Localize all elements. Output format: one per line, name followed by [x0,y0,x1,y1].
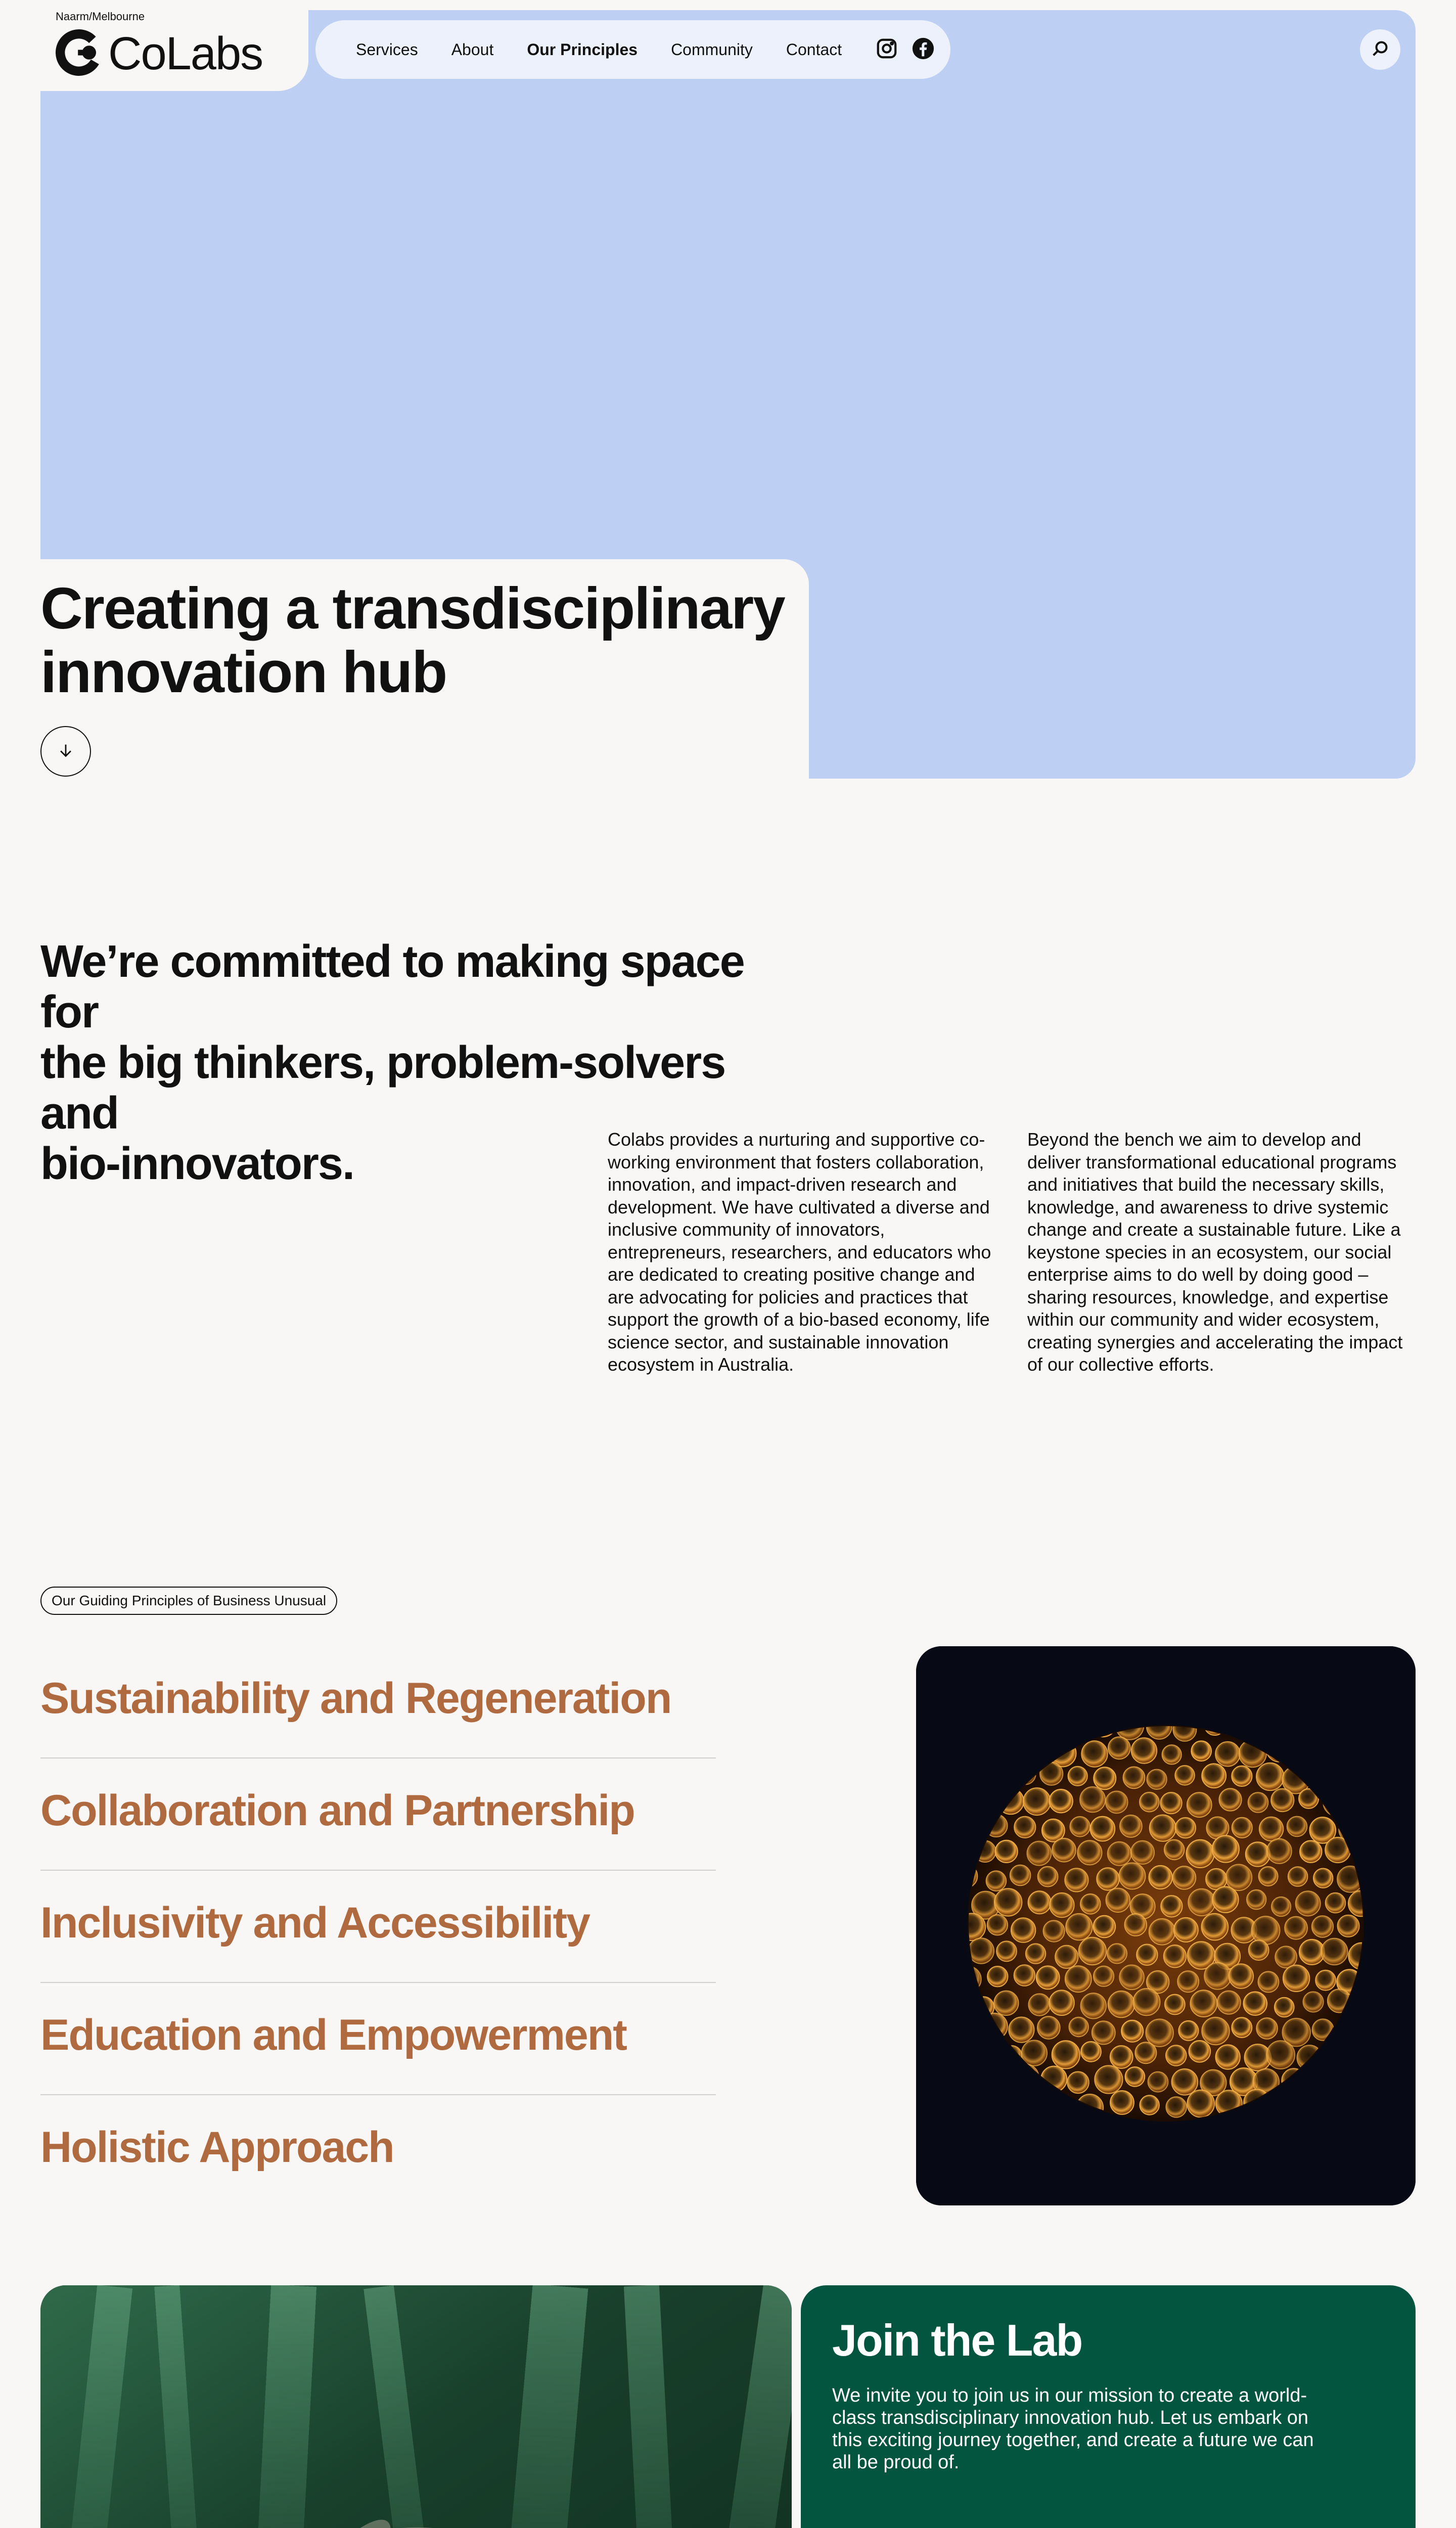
divider [40,2094,716,2095]
instagram-icon[interactable] [875,37,898,63]
join-title: Join the Lab [832,2315,1082,2365]
nav-contact[interactable]: Contact [786,40,842,59]
principle-collaboration[interactable]: Collaboration and Partnership [40,1786,634,1835]
principles-tag: Our Guiding Principles of Business Unusual [40,1587,337,1615]
divider [40,1870,716,1871]
colabs-logo-mark-icon [56,29,102,78]
search-button[interactable] [1360,29,1400,70]
join-text: We invite you to join us in our mission to create a world-class transdisciplinary innovation hub. Let us embark on this exciting journey together, and create a future we can all be proud of. [832,2385,1314,2473]
dragonfly-illustration [40,2285,792,2528]
hero-title-line-2: innovation hub [40,639,447,705]
dragonfly-image [40,2285,792,2528]
divider [40,1757,716,1758]
search-icon [1370,38,1390,61]
hero-title-line-1: Creating a transdisciplinary [40,575,785,641]
commitment-heading-line-3: bio-innovators. [40,1139,354,1189]
scroll-down-button[interactable] [40,726,91,777]
nav-community[interactable]: Community [671,40,753,59]
commitment-paragraph-1: Colabs provides a nurturing and supportive co-working environment that fosters collaboration, innovation, and impact-driven research and development. We have cultivated a diverse and inclusive community of innovators, entrepreneurs, researchers, and educators who are dedicated to creating positive change and are advocating for policies and practices that support the growth of a bio-based economy, life science sector, and sustainable innovation ecosystem in Australia. [608,1129,991,1375]
nav-our-principles[interactable]: Our Principles [527,40,638,59]
brand-name: CoLabs [108,28,263,79]
commitment-heading-line-2: the big thinkers, problem-solvers and [40,1037,725,1139]
nav-about[interactable]: About [451,40,494,59]
principle-inclusivity[interactable]: Inclusivity and Accessibility [40,1899,589,1947]
brand-logo[interactable] [56,27,262,80]
facebook-icon[interactable] [912,37,935,63]
divider [40,1982,716,1983]
principle-sustainability[interactable]: Sustainability and Regeneration [40,1674,671,1723]
microscope-image [916,1646,1416,2205]
principle-holistic[interactable]: Holistic Approach [40,2123,394,2172]
main-nav [315,20,950,79]
commitment-heading-line-1: We’re committed to making space for [40,936,744,1037]
microscope-cells-illustration [916,1646,1416,2205]
principle-education[interactable]: Education and Empowerment [40,2011,626,2059]
location-label: Naarm/Melbourne [56,10,145,23]
nav-services[interactable]: Services [356,40,418,59]
hero-title [40,576,799,704]
arrow-down-icon [57,742,74,761]
commitment-paragraph-2: Beyond the bench we aim to develop and deliver transformational educational programs and initiatives that build the necessary skills, knowledge, and awareness to drive systemic change and create a sustainable future. Like a keystone species in an ecosystem, our social enterprise aims to do well by doing good – sharing resources, knowledge, and expertise within our community and wider ecosystem, creating synergies and accelerating the impact of our collective efforts. [1027,1129,1403,1375]
